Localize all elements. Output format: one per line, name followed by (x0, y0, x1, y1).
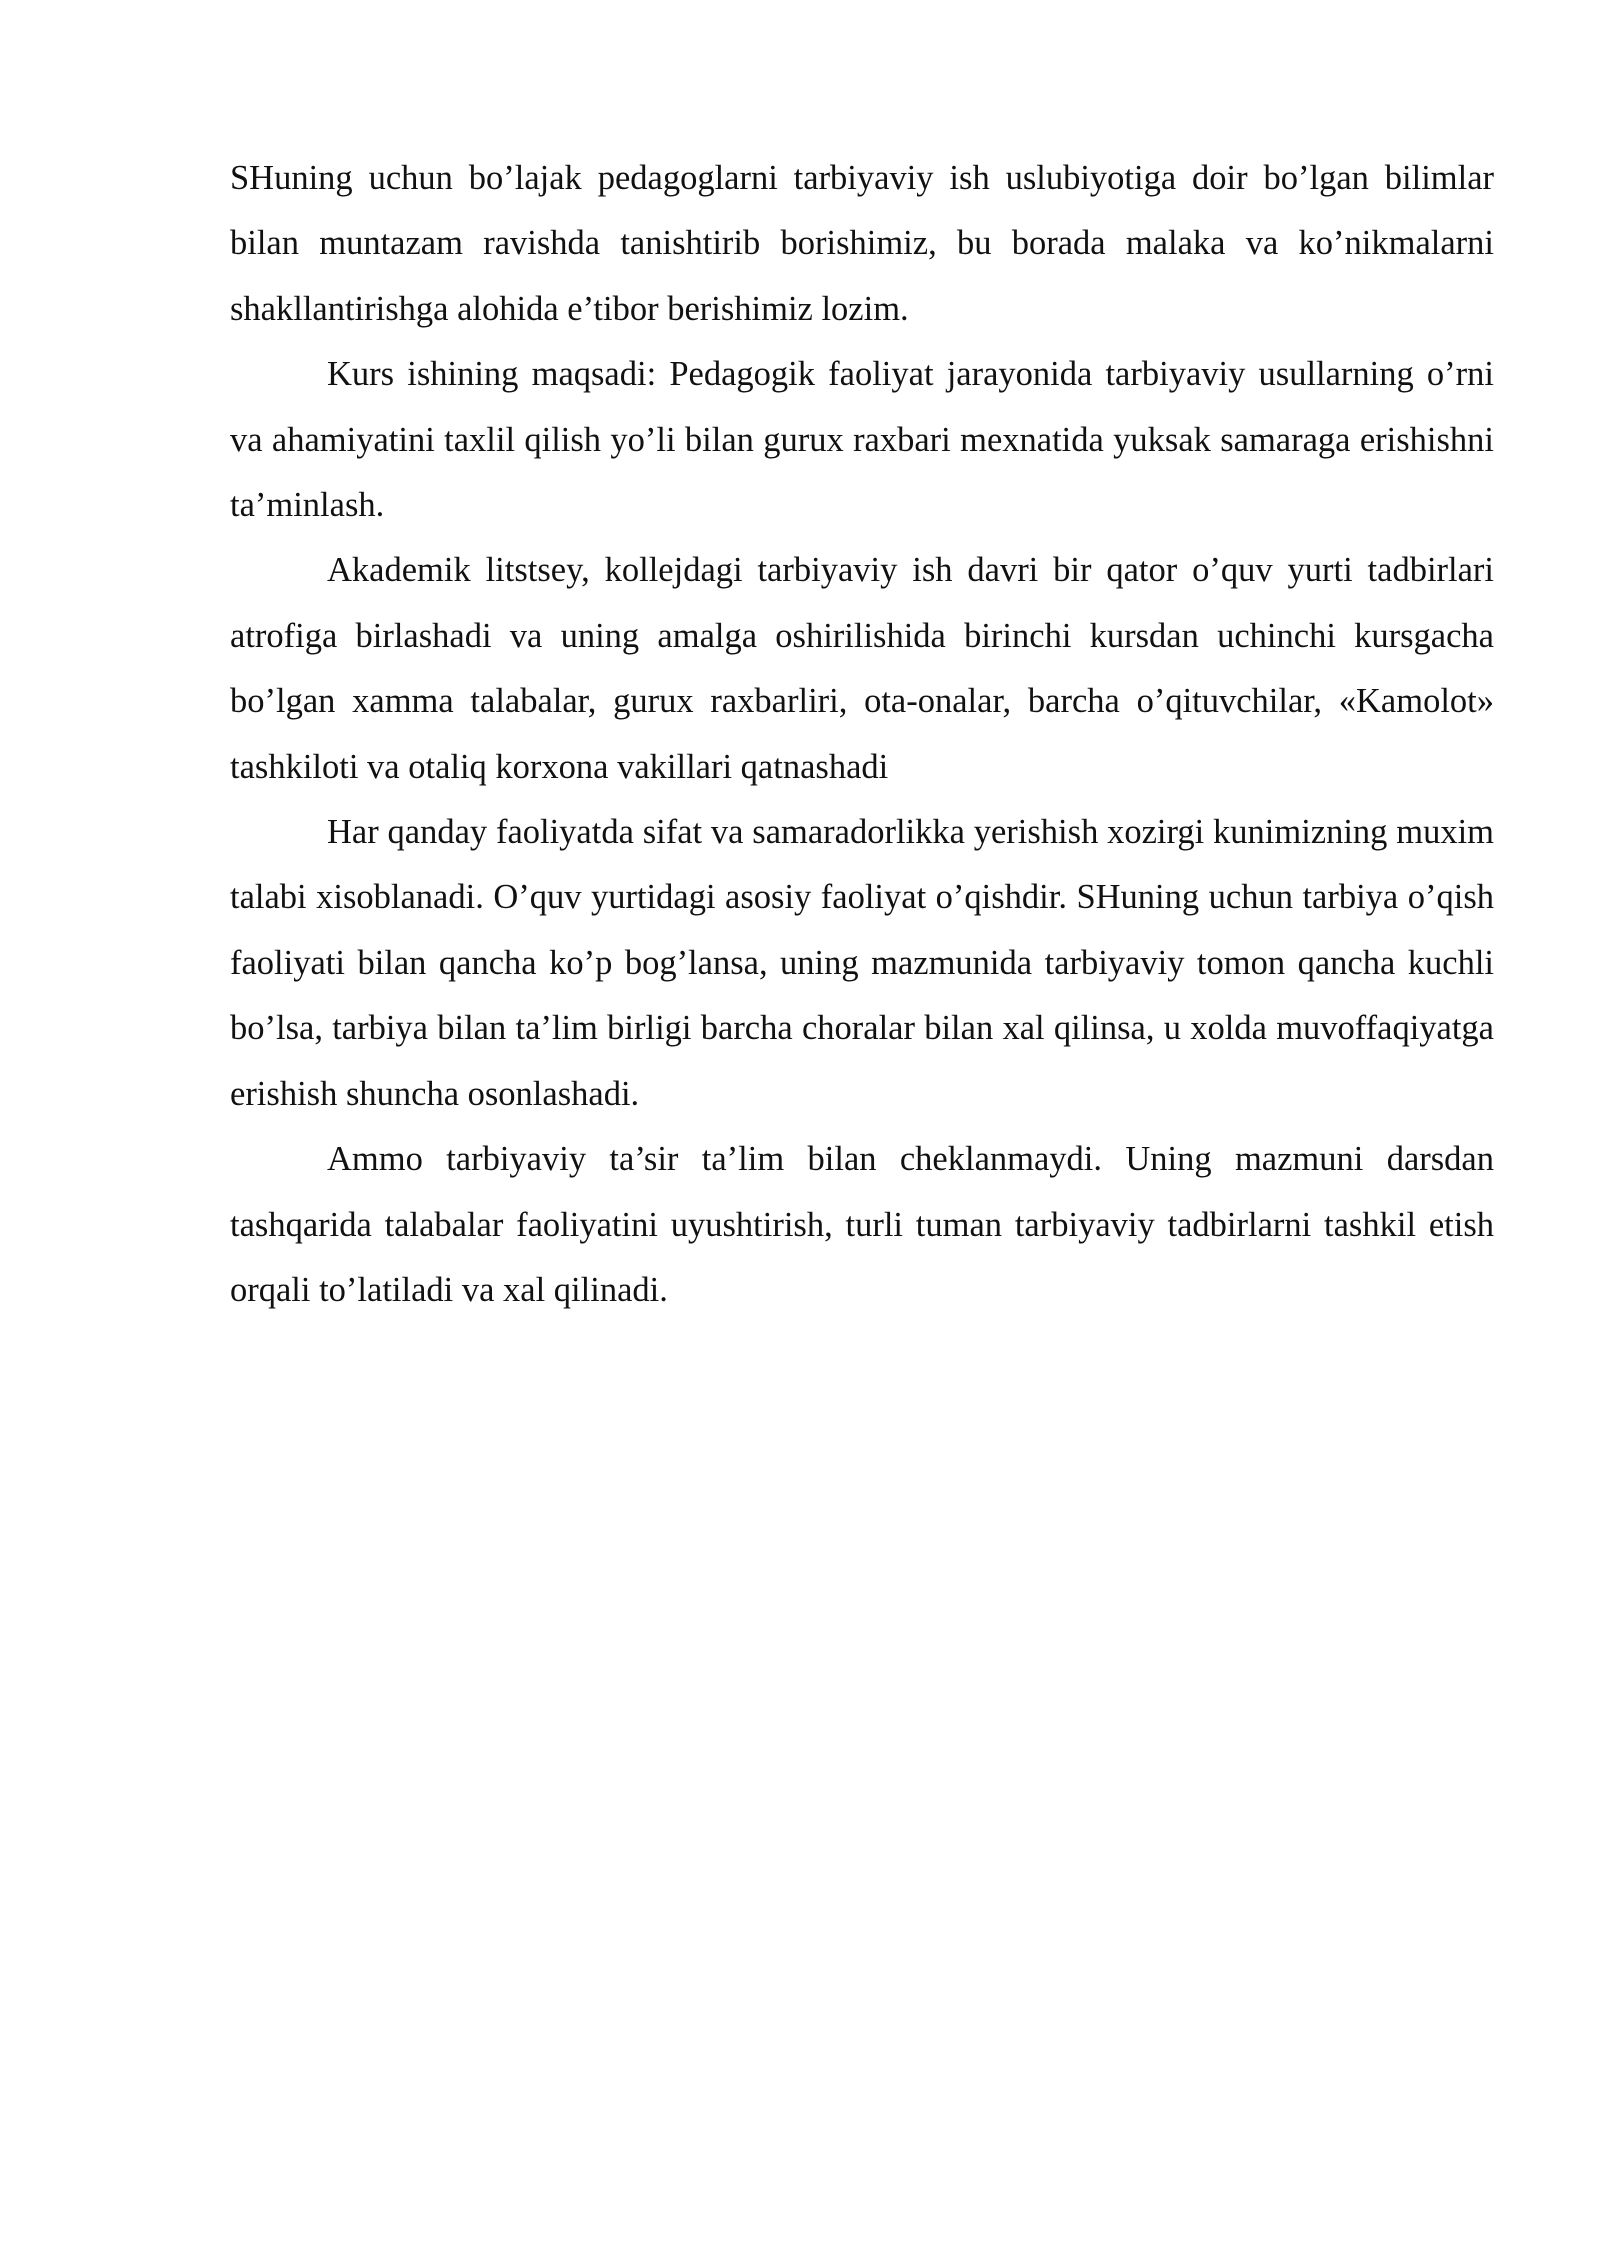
document-body (230, 146, 1494, 1323)
paragraph-1: SHuning uchun bo’lajak pedagoglarni tarbiyaviy ish uslubiyotiga doir bo’lgan bilimlar bilan muntazam ravishda tanishtirib borishimiz, bu borada malaka va ko’nikmalarni shakllantirishga alohida e’tibor berishimiz lozim. (230, 159, 1494, 328)
paragraph-5: Ammo tarbiyaviy ta’sir ta’lim bilan cheklanmaydi. Uning mazmuni darsdan tashqarida talabalar faoliyatini uyushtirish, turli tuman tarbiyaviy tadbirlarni tashkil etish orqali to’latiladi va xal qilinadi. (230, 1140, 1494, 1309)
paragraph-4: Har qanday faoliyatda sifat va samaradorlikka yerishish xozirgi kunimizning muxim talabi xisoblanadi. O’quv yurtidagi asosiy faoliyat o’qishdir. SHuning uchun tarbiya o’qish faoliyati bilan qancha ko’p bog’lansa, uning mazmunida tarbiyaviy tomon qancha kuchli bo’lsa, tarbiya bilan ta’lim birligi barcha choralar bilan xal qilinsa, u xolda muvoffaqiyatga erishish shuncha osonlashadi. (230, 813, 1494, 1113)
paragraph-2: Kurs ishining maqsadi: Pedagogik faoliyat jarayonida tarbiyaviy usullarning o’rni va ahamiyatini taxlil qilish yo’li bilan gurux raxbari mexnatida yuksak samaraga erishishni ta’minlash. (230, 355, 1494, 525)
paragraph-3: Akademik litstsey, kollejdagi tarbiyaviy ish davri bir qator o’quv yurti tadbirlari atrofiga birlashadi va uning amalga oshirilishida birinchi kursdan uchinchi kursgacha bo’lgan xamma talabalar, gurux raxbarliri, ota-onalar, barcha o’qituvchilar, «Kamolot» tashkiloti va otaliq korxona vakillari qatnashadi (230, 551, 1494, 786)
